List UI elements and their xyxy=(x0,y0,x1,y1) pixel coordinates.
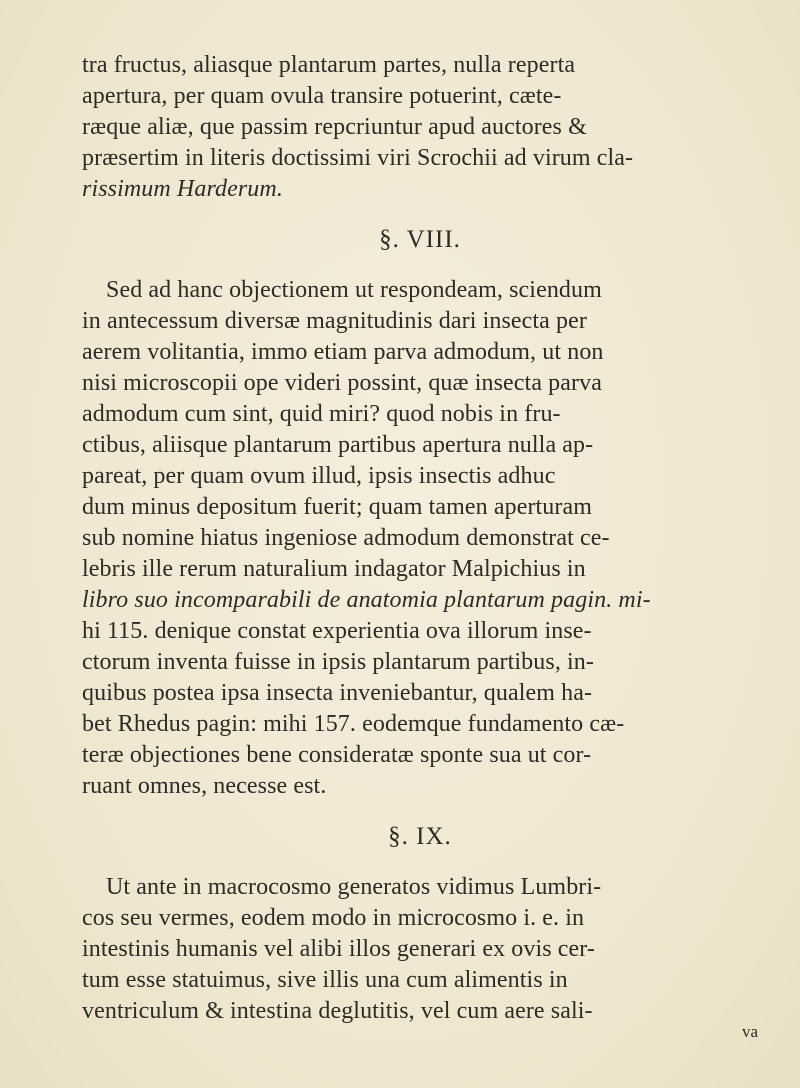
text-line: ventriculum & intestina deglutitis, vel cum aere sali- xyxy=(82,998,593,1024)
text-line: tum esse statuimus, sive illis una cum alimentis in xyxy=(82,967,568,993)
text-line: ræque aliæ, que passim repcriuntur apud auctores & xyxy=(82,114,587,140)
text-line: aerem volitantia, immo etiam parva admodum, ut non xyxy=(82,339,604,365)
text-line: in antecessum diversæ magnitudinis dari insecta per xyxy=(82,308,587,334)
text-line: bet Rhedus pagin: mihi 157. eodemque fundamento cæ- xyxy=(82,711,625,737)
text-line: admodum cum sint, quid miri? quod nobis in fru- xyxy=(82,401,561,427)
text-line: tra fructus, aliasque plantarum partes, nulla reperta xyxy=(82,52,576,78)
section-heading-ix: §. IX. xyxy=(388,823,452,850)
section-heading-viii: §. VIII. xyxy=(379,226,461,253)
text-line: Sed ad hanc objectionem ut respondeam, sciendum xyxy=(106,277,602,303)
text-line: pareat, per quam ovum illud, ipsis insectis adhuc xyxy=(82,463,556,489)
catchword: va xyxy=(741,1022,758,1041)
text-line: sub nomine hiatus ingeniose admodum demonstrat ce- xyxy=(82,525,610,551)
page-text xyxy=(82,50,758,1027)
text-line: Ut ante in macrocosmo generatos vidimus Lumbri- xyxy=(106,874,602,900)
text-line: quibus postea ipsa insecta inveniebantur, qualem ha- xyxy=(82,680,593,706)
text-line: libro suo incomparabili de anatomia plantarum pagin. mi- xyxy=(82,587,651,613)
text-line: præsertim in literis doctissimi viri Scrochii ad virum cla- xyxy=(82,145,634,171)
text-line: dum minus depositum fuerit; quam tamen aperturam xyxy=(82,494,593,520)
text-line: nisi microscopii ope videri possint, quæ insecta parva xyxy=(82,370,602,396)
text-line: rissimum Harderum. xyxy=(82,176,283,202)
text-line: lebris ille rerum naturalium indagator Malpichius in xyxy=(82,556,586,582)
text-line: apertura, per quam ovula transire potuerint, cæte- xyxy=(82,83,562,109)
text-line: hi 115. denique constat experientia ova illorum inse- xyxy=(82,618,592,644)
text-line: intestinis humanis vel alibi illos generari ex ovis cer- xyxy=(82,936,595,962)
text-line: cos seu vermes, eodem modo in microcosmo i. e. in xyxy=(82,905,585,931)
text-line: ctorum inventa fuisse in ipsis plantarum partibus, in- xyxy=(82,649,594,675)
text-line: ctibus, aliisque plantarum partibus apertura nulla ap- xyxy=(82,432,594,458)
text-line: ruant omnes, necesse est. xyxy=(82,773,327,799)
text-line: teræ objectiones bene consideratæ sponte sua ut cor- xyxy=(82,742,592,768)
